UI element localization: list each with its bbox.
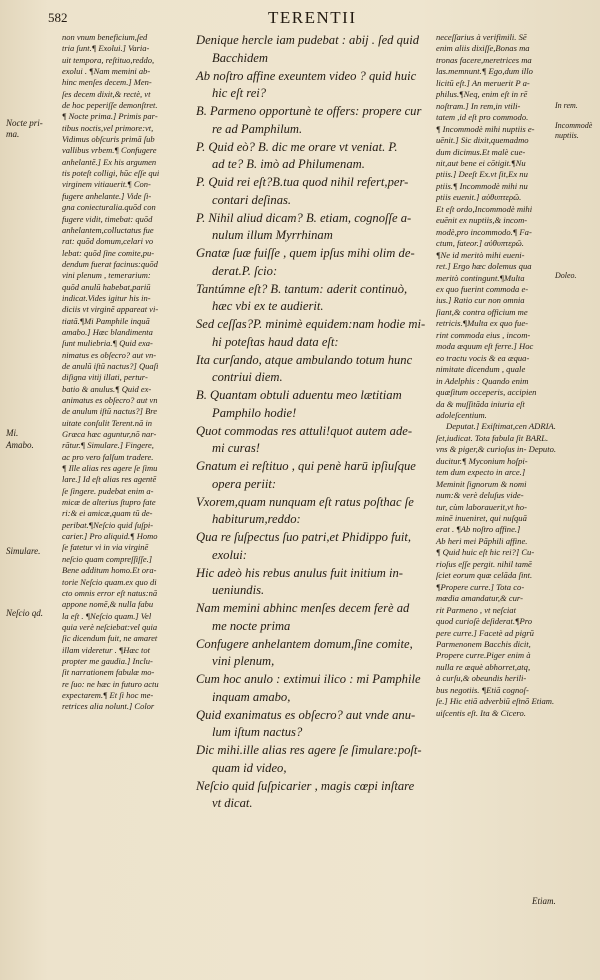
verse-line: Vxorem,quam nunquam eſt ratus poſthac ſe (196, 494, 414, 509)
commentary-line: ſiant,& contra officium me (436, 306, 528, 317)
verse-line: nulum illum Myrrhinam (212, 228, 333, 243)
commentary-line: lare.] Id eſt alias res agentē (62, 474, 157, 485)
commentary-line: virginem vitiauerit.¶ Con- (62, 179, 151, 190)
commentary-line: propter me gaudia.] Inclu- (62, 655, 153, 666)
commentary-line: ptiis euenit.] αὐθυπτερῶ. (436, 192, 522, 203)
commentary-line: ſciet eorum quæ celāda ſint. (436, 570, 533, 581)
commentary-line: exolui . ¶Nam memini ab- (62, 66, 151, 77)
commentary-line: Et eſt ordo,Incommodè mihi (436, 203, 533, 214)
verse-line: inquam amabo, (212, 689, 291, 704)
verse-line: ad te? B. imò ad Philumenam. (212, 157, 365, 172)
commentary-line: ctum, fateor.] αὐθυπτερῶ. (436, 238, 524, 249)
commentary-line: ſit narrationem fabulæ mo- (62, 667, 155, 678)
commentary-line: da & muſſitāda iniuria eſt (436, 398, 525, 409)
commentary-line: dum dicimus.Et malè cue- (436, 146, 526, 157)
verse-line: P. Quid rei eſt?B.tua quod nihil refert,per- (196, 175, 409, 189)
page-number: 582 (48, 10, 68, 25)
commentary-line: ¶Propere curre.] Tota co- (436, 581, 525, 592)
commentary-line: enim aliis dixiſſe,Bonas ma (436, 43, 530, 54)
commentary-line: minē inueniret, qui nuſquā (436, 513, 527, 524)
commentary-line: cto omnis error eſt natus:nā (62, 587, 158, 598)
commentary-line: micæ de alterius ſtupro fate (62, 497, 156, 508)
commentary-line: quæſitum occeperis, accipien (436, 387, 537, 398)
commentary-line: fugere anhelante.] Vide ſi- (62, 190, 152, 201)
commentary-line: lebat: quōd ſine comite,pu- (62, 247, 155, 258)
commentary-line: indicat.Vides igitur his in- (62, 292, 151, 303)
verse-line: exolui: (212, 547, 247, 562)
commentary-line: ducitur.¶ Myconium hoſpi- (436, 455, 528, 466)
commentary-line: ac pro vero falſum tradere. (62, 451, 154, 462)
verse-line: re ad Pamphilum. (212, 121, 303, 136)
commentary-line: fugere vidit, timebat: quōd (62, 213, 153, 224)
commentary-line: à curſu,& obeundis herili- (436, 673, 527, 684)
commentary-line: de hoc peperiſſe demonſtret. (62, 100, 158, 111)
verse-line: Sed ceſſas?P. minimè equidem:nam hodie mi- (196, 317, 426, 331)
commentary-line: anhelantē.] Ex his argumen (62, 156, 157, 167)
commentary-line: nimatus es obſecro? aut vn- (62, 349, 157, 360)
commentary-line: noſtram.] In rem,in vtili- (436, 100, 521, 111)
commentary-line: Meminit ſignorum & nomi (436, 478, 527, 489)
verse-line: Quid exanimatus es obſecro? aut vnde anu- (196, 707, 416, 722)
commentary-line: rit Parmeno , vt neſciat (436, 604, 516, 615)
commentary-line: rat: quōd domum,celari vo (62, 236, 154, 247)
commentary-line: diciis vt virginē appareat vi- (62, 304, 159, 315)
commentary-line: uit tempora, reſtituo,reddo, (62, 54, 155, 65)
verse-line: Denique hercle iam pudebat : abij . ſed quid (196, 33, 420, 47)
commentary-line: tronas facere,meretrices ma (436, 54, 532, 65)
left-commentary (62, 32, 196, 713)
commentary-line: ſe ſingere. pudebat enim a- (62, 485, 154, 496)
commentary-line: rioſus eſſe pergit. nihil tamē (436, 558, 532, 569)
commentary-line: ¶ Quid huic eſt hic rei?] Cu- (436, 547, 535, 558)
verse-line: B. Parmeno opportunè te offers: propere cur (196, 104, 422, 118)
verse-line: Ita curſando, atque ambulando totum hunc (196, 352, 413, 367)
commentary-line: anhelantem,colluctatus fue (62, 224, 154, 235)
commentary-line: ſe.] Hic etiā adverbiū eſtnō Etiam. (436, 696, 555, 707)
verse-line: ueniundis. (212, 583, 265, 598)
verse-line: P. Quid eò? B. dic me orare vt veniat. P. (196, 139, 398, 154)
side-note-doleo: Doleo. (555, 271, 577, 280)
commentary-line: tis poteſt colligi, hūc eſſe qui (62, 168, 160, 179)
verse-line: contari deſinas. (212, 192, 292, 207)
verse-line: hæc vbi ex te audierit. (212, 299, 324, 314)
commentary-line: philus.¶Neq, enim eſt in rē (436, 89, 528, 100)
commentary-line: vini plenum , temerarium: (62, 270, 151, 281)
commentary-line: uiſcentis eſt. Ita & Cicero. (436, 707, 526, 718)
commentary-line: mœdia amandatur,& cur- (436, 593, 523, 604)
commentary-line: tiatā.¶Mi Pamphile inquā (62, 315, 150, 326)
commentary-line: de anulū iſtū nactus?] Quaſi (62, 360, 159, 371)
commentary-line: uēnit.] Sic dixit,quemadmo (436, 135, 529, 146)
commentary-line: diſigna vitij illati, pertur- (62, 372, 148, 383)
running-head: TERENTII (268, 8, 357, 27)
verse-line: mi curas! (212, 441, 260, 456)
verse-line: Gnatum ei reſtituo , qui penè harū ipſiuſque (196, 459, 416, 473)
commentary-line: tria ſunt.¶ Exolui.] Varia- (62, 43, 150, 54)
commentary-line: ex quo fuerint commoda e- (436, 283, 529, 294)
verse-line: B. Quantam obtuli aduentu meo lætitiam (196, 388, 402, 402)
side-note-in-rem: In rem. (555, 101, 578, 110)
verse-line: Nam memini abhinc menſes decem ferè ad (196, 601, 410, 615)
verse-line: vini plenum, (212, 654, 275, 669)
commentary-line: tur, cùm laborauerit,vt ho- (436, 501, 527, 512)
commentary-line: quia verè neſciebat:vel quia (62, 621, 158, 632)
commentary-line: tem dum expecto in arce.] (436, 467, 526, 478)
commentary-line: ptiis.] Deeſt Ex.vt ſit,Ex nu (436, 169, 528, 180)
commentary-line: nit,aut bene ei cōtigit.¶Nu (436, 157, 526, 168)
verse-line: hi poteſtas haud data eſt: (212, 334, 339, 349)
commentary-line: Ab heri mei Pāphili affine. (436, 535, 528, 546)
commentary-line: dendum fuerat facinus:quōd (62, 258, 158, 269)
verse-line: opera periit: (212, 476, 277, 491)
verse-line: quam id video, (212, 760, 287, 775)
margin-note-mi: Mi. (6, 428, 19, 438)
commentary-line: ¶ Nocte prima.] Primis par- (62, 111, 158, 122)
side-note-incommode: Incommodè (555, 121, 593, 130)
commentary-line: non vnum beneficium,ſed (62, 32, 148, 42)
commentary-line: adoleſcentium. (436, 409, 487, 420)
commentary-line: ptiis.¶ Incommodè mihi nu (436, 180, 528, 191)
commentary-line: la eſt . ¶Neſcio quam.] Vel (62, 610, 152, 621)
verse-line: Dic mihi.ille alias res agere ſe ſimulare:poſt- (196, 743, 422, 757)
verse-line: Gnatæ ſuæ fuiſſe , quem ipſus mihi olim de- (196, 246, 415, 260)
verse-line: Hic adeò his rebus anulus fuit initium in- (196, 565, 403, 580)
verse-line: me nocte prima (212, 618, 291, 633)
commentary-line: vns & piger,& curioſus in- Deputo. (436, 444, 557, 455)
commentary-line: neſcio quam compreſſiſſe.] (62, 553, 153, 564)
commentary-line: ius.] Ratio cur non omnia (436, 295, 525, 306)
commentary-line: vallibus vrbem.¶ Confugere (62, 145, 157, 156)
commentary-line: rātur.¶ Simulare.] Fingere, (62, 440, 154, 451)
commentary-line: Græca hæc aguntur,nō nar- (62, 429, 157, 440)
commentary-line: quōd anulū habebat,pariū (62, 281, 151, 292)
verse-line: Tantúmne eſt? B. tantum: aderit continuò, (196, 281, 408, 296)
margin-note-nocte-prima-2: ma. (6, 129, 20, 139)
commentary-line: torie Neſcio quam.ex quo di (62, 576, 157, 587)
commentary-line: retricis.¶Multa ex quo fue- (436, 318, 529, 329)
commentary-line: de anulum iſtū nactus?] Bre (62, 406, 158, 417)
commentary-line: euēnit ex nuptiis,& incom- (436, 215, 528, 226)
commentary-line: uitate conſulit Terent.nā in (62, 417, 153, 428)
commentary-line: expectarem.¶ Et ſi hoc me- (62, 689, 154, 700)
commentary-line: carier.] Pro aliquid.¶ Homo (62, 531, 158, 542)
commentary-line: ſic dicendum fuit, ne amaret (62, 633, 158, 644)
commentary-line: tatem ,id eſt pro commodo. (436, 112, 529, 123)
margin-note-nescio-qd: Neſcio qd. (6, 608, 43, 618)
commentary-line: ¶ Incommodè mihi nuptiis e- (436, 123, 535, 134)
commentary-line: batio & anulus.¶ Quid ex- (62, 383, 152, 394)
commentary-line: ¶Ne id meritò mihi eueni- (436, 249, 525, 260)
verse-line: hic eſt rei? (212, 86, 267, 101)
commentary-line: ſet,iudicat. Tota fabula ſit BARL. (436, 432, 549, 443)
verse-line: Confugere anhelantem domum,ſine comite, (196, 636, 413, 651)
margin-note-nocte-prima: Nocte pri- (6, 118, 43, 128)
commentary-line: nulla re æquè abhorret,atq, (436, 661, 531, 672)
commentary-line: ri:& ei amicæ,quam tū de- (62, 508, 153, 519)
commentary-line: licitū eſt.] An meruerit P a- (436, 77, 530, 88)
commentary-line: neceſſarius à verifimili. Sē (436, 32, 527, 42)
commentary-line: illam videretur . ¶Hæc tot (62, 644, 150, 655)
verse-line: Neſcio quid ſuſpicarier , magis cœpi inſtare (196, 778, 415, 793)
catchword: Etiam. (532, 896, 556, 906)
commentary-line: Parmenonem Bacchis dicit, (436, 639, 531, 650)
commentary-line: peribat.¶Neſcio quid ſuſpi- (62, 519, 154, 530)
commentary-line: quod curioſè deſiderat.¶Pro (436, 616, 533, 627)
commentary-line: re ſuo: ne hæc in futuro actu (62, 678, 159, 689)
margin-note-simulare: Simulare. (6, 546, 41, 556)
commentary-line: ſes decem dixit,& rectè, vt (62, 88, 151, 99)
verse-line: Quot commodas res attuli!quot autem ade- (196, 423, 413, 438)
commentary-line: in Adelphis : Quando enim (436, 375, 529, 386)
side-note-nuptiis: nuptiis. (555, 131, 579, 140)
verse-line: Qua re ſuſpectus ſuo patri,et Phidippo fuit, (196, 530, 412, 544)
commentary-line: num:& verè deluſus vide- (436, 490, 524, 501)
commentary-line: ret.] Ergo hæc dolemus qua (436, 261, 532, 272)
commentary-line: rint commoda eius , incom- (436, 329, 531, 340)
commentary-line: Deputat.] Exiſtimat,cen ADRIA. (446, 421, 556, 432)
commentary-line: ſunt muliebria.¶ Quid exa- (62, 338, 153, 349)
verse-line: Pamphilo hodie! (212, 405, 297, 420)
verse-line: lum iſtum nactus? (212, 725, 303, 740)
commentary-line: eo tractu vocis & ea æqua- (436, 352, 530, 363)
commentary-line: appone nomē,& nulla fabu (62, 599, 154, 610)
commentary-line: bus negotiis. ¶Etiā cognoſ- (436, 684, 529, 695)
commentary-line: ſe fatetur vi in via virginē (62, 542, 149, 553)
commentary-line: hinc menſes decem.] Men- (62, 77, 152, 88)
margin-note-amabo: Amabo. (6, 440, 34, 450)
commentary-line: retrices alia nolunt.] Color (62, 701, 155, 712)
commentary-line: ¶ Ille alias res agere ſe ſimu (62, 463, 158, 474)
verse-line: P. Nihil aliud dicam? B. etiam, cognoſſe a- (196, 210, 412, 225)
commentary-line: Propere curre.Piger enim à (436, 650, 531, 661)
commentary-line: Bene additum homo.Et ora- (62, 565, 157, 576)
commentary-line: gna coniecturalia.quōd con (62, 202, 156, 213)
verse-line: Ab noſtro affine exeuntem video ? quid huic (196, 68, 417, 83)
commentary-line: pere curre.] Facetè ad pigrū (436, 627, 534, 638)
commentary-line: las.memnunt.¶ Ego,dum illo (436, 66, 533, 77)
commentary-line: tibus noctis,vel primore:vt, (62, 122, 154, 133)
verse-line: Bacchidem (212, 50, 268, 65)
commentary-line: Vidimus obſcuris primā ſub (62, 134, 155, 145)
commentary-line: moda æquum eſt ferre.] Hoc (436, 341, 534, 352)
verse-line: habiturum,reddo: (212, 512, 301, 527)
commentary-line: modè,pro incommodo.¶ Fa- (436, 226, 532, 237)
commentary-line: meritò contingunt.¶Multa (436, 272, 525, 283)
verse-line: Cum hoc anulo : extimui ilico : mi Pamphile (196, 672, 421, 686)
main-play-text (196, 32, 440, 813)
verse-line: derat.P. ſcio: (212, 263, 278, 278)
verse-line: vt dicat. (212, 796, 253, 811)
page-header (48, 6, 548, 32)
commentary-line: animatus es obſecro? aut vn (62, 395, 158, 405)
commentary-line: erat . ¶Ab noſtro affine.] (436, 524, 521, 535)
commentary-line: nimitate dicendum , quale (436, 364, 526, 375)
verse-line: contriui diem. (212, 370, 283, 385)
commentary-line: amabo.] Hæc blandimenta (62, 326, 153, 337)
